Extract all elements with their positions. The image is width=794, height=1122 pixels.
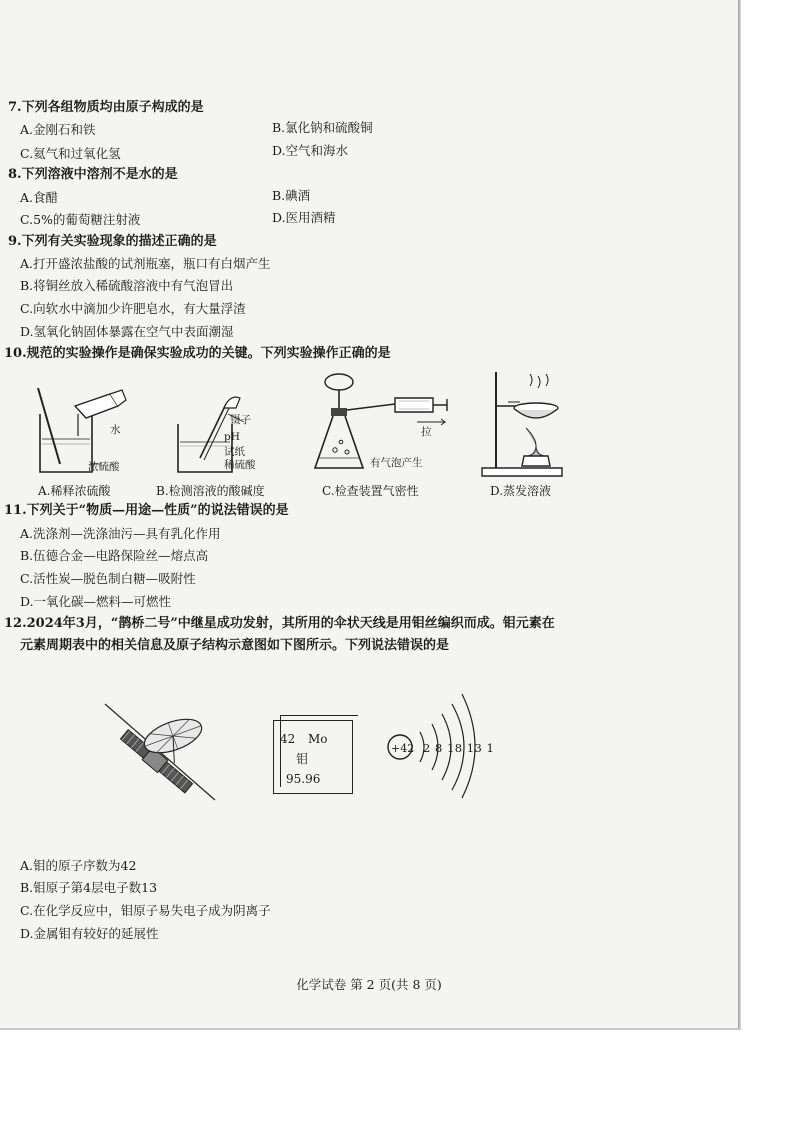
q11-stem: 11.下列关于“物质—用途—性质”的说法错误的是 [4,503,289,518]
q10-stem: 10.规范的实验操作是确保实验成功的关键。下列实验操作正确的是 [4,346,391,361]
q12-option-d[interactable]: D.金属钼有较好的延展性 [20,926,159,941]
q9-option-b[interactable]: B.将铜丝放入稀硫酸溶液中有气泡冒出 [20,278,234,293]
q12-stem-line1: 12.2024年3月，“鹊桥二号”中继星成功发射，其所用的伞状天线是用钼丝编织而成。钼元素在 [4,616,555,631]
q9-option-d[interactable]: D.氢氧化钠固体暴露在空气中表面潮湿 [20,324,234,339]
q11-option-c[interactable]: C.活性炭—脱色制白糖—吸附性 [20,571,196,586]
q7-option-a[interactable]: A.金刚石和铁 [20,122,96,137]
element-cell-molybdenum [273,720,353,794]
fig-b-paper-label: 试纸 [224,446,245,458]
fig-b-ph-label: pH [224,431,240,443]
atom-nucleus-charge: +42 [391,742,415,755]
paper-edge [738,0,741,1030]
fig-a-acid-label: 浓硫酸 [88,461,120,473]
element-atomic-mass: 95.96 [286,772,321,786]
q8-option-b[interactable]: B.碘酒 [272,188,311,203]
fig-c-bubbles-label: 有气泡产生 [370,457,423,469]
fig-c-caption: C.检查装置气密性 [322,484,419,498]
element-symbol: Mo [308,732,328,746]
fig-b-acid-label: 稀硫酸 [224,459,256,471]
q8-option-c[interactable]: C.5%的葡萄糖注射液 [20,212,141,227]
q11-option-d[interactable]: D.一氧化碳—燃料—可燃性 [20,594,172,609]
fig-a-caption: A.稀释浓硫酸 [38,484,111,498]
q8-option-d[interactable]: D.医用酒精 [272,210,336,225]
q12-option-b[interactable]: B.钼原子第4层电子数13 [20,880,158,895]
q11-option-a[interactable]: A.洗涤剂—洗涤油污—具有乳化作用 [20,526,221,541]
atom-shell-electrons: 2 8 18 13 1 [423,741,495,755]
q8-option-a[interactable]: A.食醋 [20,190,59,205]
fig-b-tweezers-label: 镊子 [230,414,251,426]
page-footer: 化学试卷 第 2 页(共 8 页) [296,977,442,992]
q7-option-c[interactable]: C.氦气和过氧化氢 [20,146,121,161]
q11-option-b[interactable]: B.伍德合金—电路保险丝—熔点高 [20,548,209,563]
q9-stem: 9.下列有关实验现象的描述正确的是 [8,234,217,249]
fig-b-caption: B.检测溶液的酸碱度 [156,484,265,498]
element-name: 钼 [296,752,309,766]
fig-c-pull-label: 拉 [421,426,432,438]
q8-stem: 8.下列溶液中溶剂不是水的是 [8,167,178,182]
q7-option-d[interactable]: D.空气和海水 [272,143,349,158]
q9-option-c[interactable]: C.向软水中滴加少许肥皂水，有大量浮渣 [20,301,246,316]
q9-option-a[interactable]: A.打开盛浓盐酸的试剂瓶塞，瓶口有白烟产生 [20,256,271,271]
paper-edge-bottom [0,1028,741,1030]
q12-stem-line2: 元素周期表中的相关信息及原子结构示意图如下图所示。下列说法错误的是 [20,638,450,653]
q12-option-a[interactable]: A.钼的原子序数为42 [20,858,137,873]
q7-option-b[interactable]: B.氯化钠和硫酸铜 [272,120,373,135]
fig-d-caption: D.蒸发溶液 [490,484,552,498]
q12-option-c[interactable]: C.在化学反应中，钼原子易失电子成为阴离子 [20,903,271,918]
fig-a-water-label: 水 [110,424,121,436]
element-atomic-number: 42 [280,732,296,746]
q7-stem: 7.下列各组物质均由原子构成的是 [8,100,204,115]
evaporation-figure [478,366,568,478]
satellite-figure [95,700,225,810]
